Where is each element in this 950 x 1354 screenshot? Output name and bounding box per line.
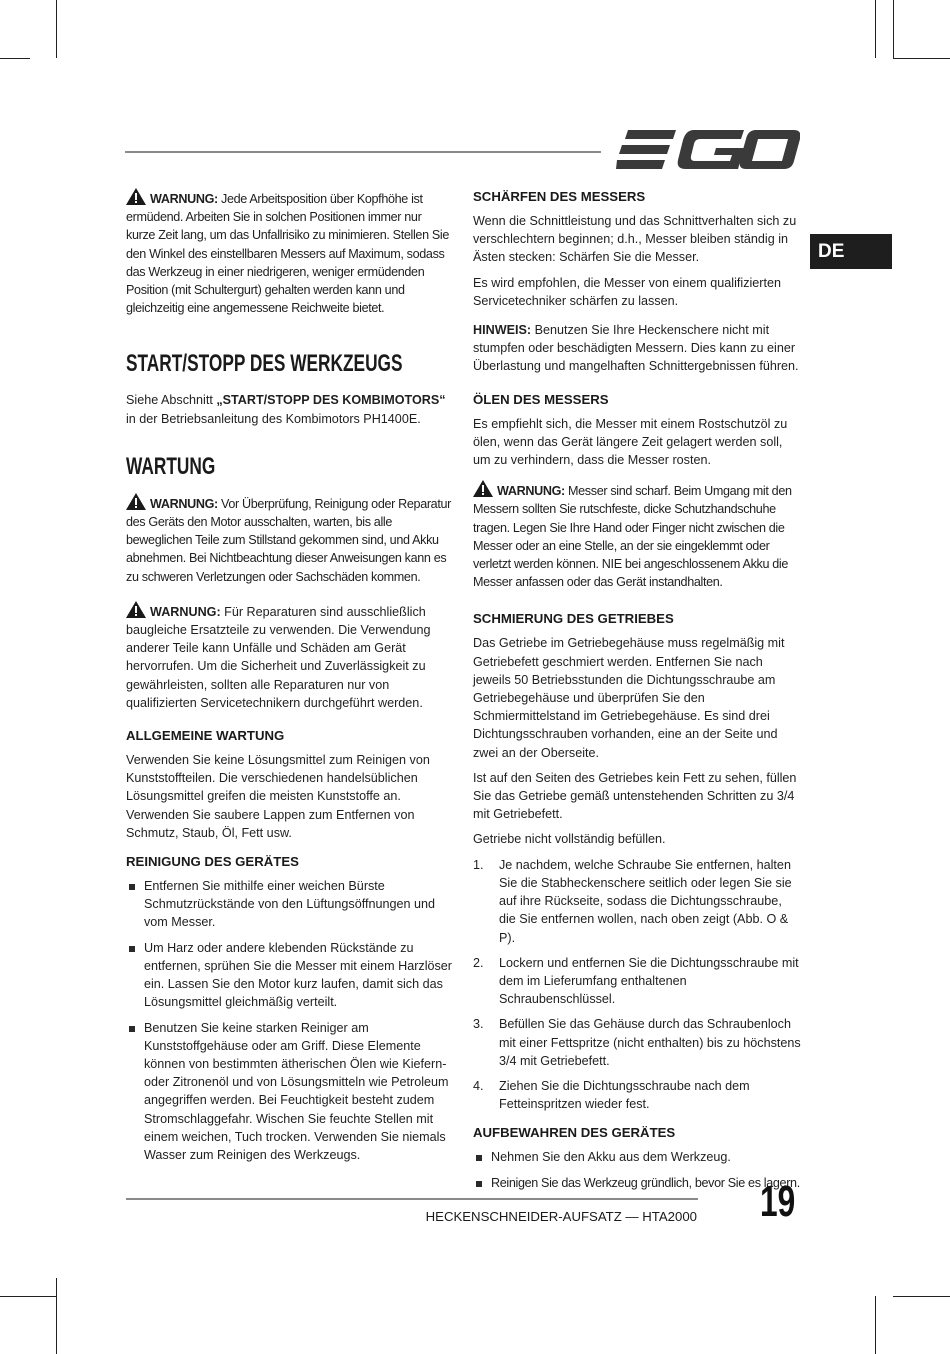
schmierung-p3: Getriebe nicht vollständig befüllen.	[473, 832, 666, 847]
step-text: Je nachdem, welche Schraube Sie entfernen, halten Sie die Stabheckenschere seitlich oder legen Sie sie auf ihre Rückseite, sodass die Dichtungsschraube, die Sie entfernen wollen, nach oben zeigt (Abb. O & P).	[499, 857, 792, 945]
section-heading-start-stop: START/STOPP DES WERKZEUGS	[126, 350, 403, 378]
warning-text: Vor Überprüfung, Reinigung oder Reparatur des Geräts den Motor ausschalten, warten, bis alle beweglichen Teile zum Stillstand gekommen sind, und Akku abnehmen. Bei Nichtbeachtung dieser Anweisungen kann es zu schweren Verletzungen oder Sachschäden kommen.	[126, 496, 451, 584]
subheading-allgemeine-wartung: ALLGEMEINE WARTUNG	[126, 728, 285, 744]
step-item	[473, 954, 802, 1009]
list-item: Entfernen Sie mithilfe einer weichen Bürste Schmutzrückstände von den Lüftungsöffnungen und vom Messer.	[126, 877, 453, 932]
step-number: 1.	[473, 857, 484, 872]
subheading-schaerfen: SCHÄRFEN DES MESSERS	[473, 189, 646, 204]
step-item	[473, 856, 802, 947]
crop-mark	[56, 0, 57, 58]
step-text: Lockern und entfernen Sie die Dichtungsschraube mit dem im Lieferumfang enthaltenen Schraubenschlüssel.	[499, 955, 799, 1007]
crop-mark	[893, 0, 894, 58]
warning-text: Jede Arbeitsposition über Kopfhöhe ist ermüdend. Arbeiten Sie in solchen Positionen immer nur kurze Zeit lang, um das Unfallrisiko zu minimieren. Stellen Sie den Winkel des einstellbaren Messers auf Maximum, sodass das Werkzeug in einer niedrigeren, weniger ermüdenden Position (mit Schultergurt) gehalten werden kann und gleichzeitig eine angemessene Reichweite bietet.	[126, 192, 450, 316]
ego-logo	[616, 128, 800, 172]
allgemeine-text: Verwenden Sie keine Lösungsmittel zum Reinigen von Kunststoffteilen. Die verschiedenen handelsüblichen Lösungsmittel greifen die meisten Kunststoffe an. Verwenden Sie saubere Lappen zum Entfernen von Schmutz, Staub, Öl, Fett usw.	[126, 753, 430, 840]
reinigung-list	[126, 877, 453, 1164]
list-item: Nehmen Sie den Akku aus dem Werkzeug.	[473, 1148, 802, 1166]
warning-overhead	[126, 188, 453, 317]
warning-text: Für Reparaturen sind ausschließlich baugleiche Ersatzteile zu verwenden. Die Verwendung anderer Teile kann Unfälle und Schäden am Gerät hervorrufen. Um die Sicherheit und Zuverlässigkeit zu gewährleisten, sollten alle Reparaturen nur von qualifizierten Servicetechnikern durchgeführt werden.	[126, 604, 431, 710]
warning-text: Messer sind scharf. Beim Umgang mit den Messern sollten Sie rutschfeste, dicke Schutzhandschuhe tragen. Legen Sie Ihre Hand oder Finger nicht zwischen die Messer oder an eine Stelle, an der sie eingeklemmt oder verletzt werden können. NIE bei angeschlossenem Akku die Messer anfassen oder das Gerät instandhalten.	[473, 484, 792, 590]
start-stop-text	[126, 391, 453, 427]
language-tab: DE	[810, 234, 892, 269]
warning-label: WARNUNG:	[497, 484, 565, 499]
warning-icon	[126, 493, 146, 510]
schmierung-steps	[473, 856, 802, 1114]
schaerfen-p2: Es wird empfohlen, die Messer von einem qualifizierten Servicetechniker schärfen zu lassen.	[473, 275, 781, 308]
subheading-aufbewahren: AUFBEWAHREN DES GERÄTES	[473, 1125, 676, 1141]
step-number: 4.	[473, 1078, 484, 1093]
warning-icon	[126, 188, 146, 205]
step-number: 2.	[473, 955, 484, 970]
step-item	[473, 1077, 802, 1113]
crop-mark	[875, 1296, 876, 1354]
aufbewahren-list	[473, 1148, 802, 1191]
step-item	[473, 1015, 802, 1070]
crop-mark	[893, 58, 950, 59]
left-column	[126, 188, 453, 1171]
step-text: Befüllen Sie das Gehäuse durch das Schraubenloch mit einer Fettspritze (nicht enthalten) bis zu höchstens 3/4 mit Getriebefett.	[499, 1017, 801, 1068]
crop-mark	[0, 1296, 57, 1297]
start-stop-text-post: in der Betriebsanleitung des Kombimotors PH1400E.	[126, 411, 421, 426]
logo-text: EGO	[706, 150, 710, 151]
warning-icon	[126, 601, 146, 618]
schmierung-p2: Ist auf den Seiten des Getriebes kein Fett zu sehen, füllen Sie das Getriebe gemäß untenstehenden Schritten zu 3/4 mit Getriebefett.	[473, 770, 797, 822]
crop-mark	[56, 1278, 57, 1354]
crop-mark	[875, 0, 876, 58]
start-stop-text-pre: Siehe Abschnitt	[126, 393, 217, 408]
warning-maintenance	[126, 493, 453, 586]
right-column	[473, 188, 802, 1199]
schaerfen-note	[473, 321, 802, 376]
schaerfen-p1: Wenn die Schnittleistung und das Schnittverhalten sich zu verschlechtern beginnen; d.h., Messer bleiben ständig in Ästen stecken: Schärfen Sie die Messer.	[473, 214, 797, 265]
section-heading-wartung: WARTUNG	[126, 452, 216, 480]
step-number: 3.	[473, 1017, 484, 1032]
oelen-p1: Es empfiehlt sich, die Messer mit einem Rostschutzöl zu ölen, wenn das Gerät längere Zeit gelagert werden soll, um zu verhindern, dass die Messer rosten.	[473, 416, 788, 468]
header-rule	[125, 151, 601, 153]
warning-label: WARNUNG:	[150, 604, 221, 619]
crop-mark	[0, 58, 30, 59]
start-stop-text-bold: „START/STOPP DES KOMBIMOTORS“	[216, 393, 446, 408]
note-label: HINWEIS:	[473, 323, 532, 338]
warning-label: WARNUNG:	[150, 192, 218, 206]
schmierung-p1: Das Getriebe im Getriebegehäuse muss regelmäßig mit Getriebefett geschmiert werden. Entfernen Sie nach jeweils 50 Betriebsstunden die Dichtungsschraube am Getriebegehäuse und überprüfen Sie den Schmiermittelstand im Getriebegehäuse. Es sind drei Dichtungsschrauben vorhanden, eine an der Seite und zwei an der Oberseite.	[473, 636, 785, 760]
subheading-oelen: ÖLEN DES MESSERS	[473, 391, 609, 407]
footer-title: HECKENSCHNEIDER-AUFSATZ — HTA2000	[425, 1209, 697, 1224]
step-text: Ziehen Sie die Dichtungsschraube nach dem Fetteinspritzen wieder fest.	[499, 1078, 750, 1112]
subheading-schmierung: SCHMIERUNG DES GETRIEBES	[473, 611, 674, 627]
footer-rule	[126, 1198, 698, 1200]
list-item: Reinigen Sie das Werkzeug gründlich, bevor Sie es lagern.	[473, 1174, 802, 1192]
warning-label: WARNUNG:	[150, 496, 218, 511]
page-number: 19	[760, 1177, 796, 1226]
warning-repairs	[126, 601, 453, 712]
crop-mark	[893, 1296, 950, 1297]
warning-icon	[473, 480, 493, 497]
subheading-reinigung: REINIGUNG DES GERÄTES	[126, 854, 299, 870]
list-item: Benutzen Sie keine starken Reiniger am Kunststoffgehäuse oder am Griff. Diese Elemente können von bestimmten ätherischen Ölen wie Kiefern- oder Zitronenöl und von Lösungsmitteln wie Petroleum angegriffen werden. Bei Feuchtigkeit besteht zudem Stromschlaggefahr. Wischen Sie feuchte Stellen mit einem weichen, Tuch trocken. Verwenden Sie niemals Wasser zum Reinigen des Werkzeugs.	[126, 1019, 453, 1165]
warning-blades	[473, 480, 802, 591]
list-item: Um Harz oder andere klebenden Rückstände zu entfernen, sprühen Sie die Messer mit einem Harzlöser ein. Lassen Sie den Motor kurz laufen, damit sich das Lösungsmittel gleichmäßig verteilt.	[126, 939, 453, 1012]
note-text: Benutzen Sie Ihre Heckenschere nicht mit stumpfen oder beschädigten Messern. Dies kann zu einer Überlastung und mangelhaften Schnittergebnissen führen.	[473, 323, 799, 374]
